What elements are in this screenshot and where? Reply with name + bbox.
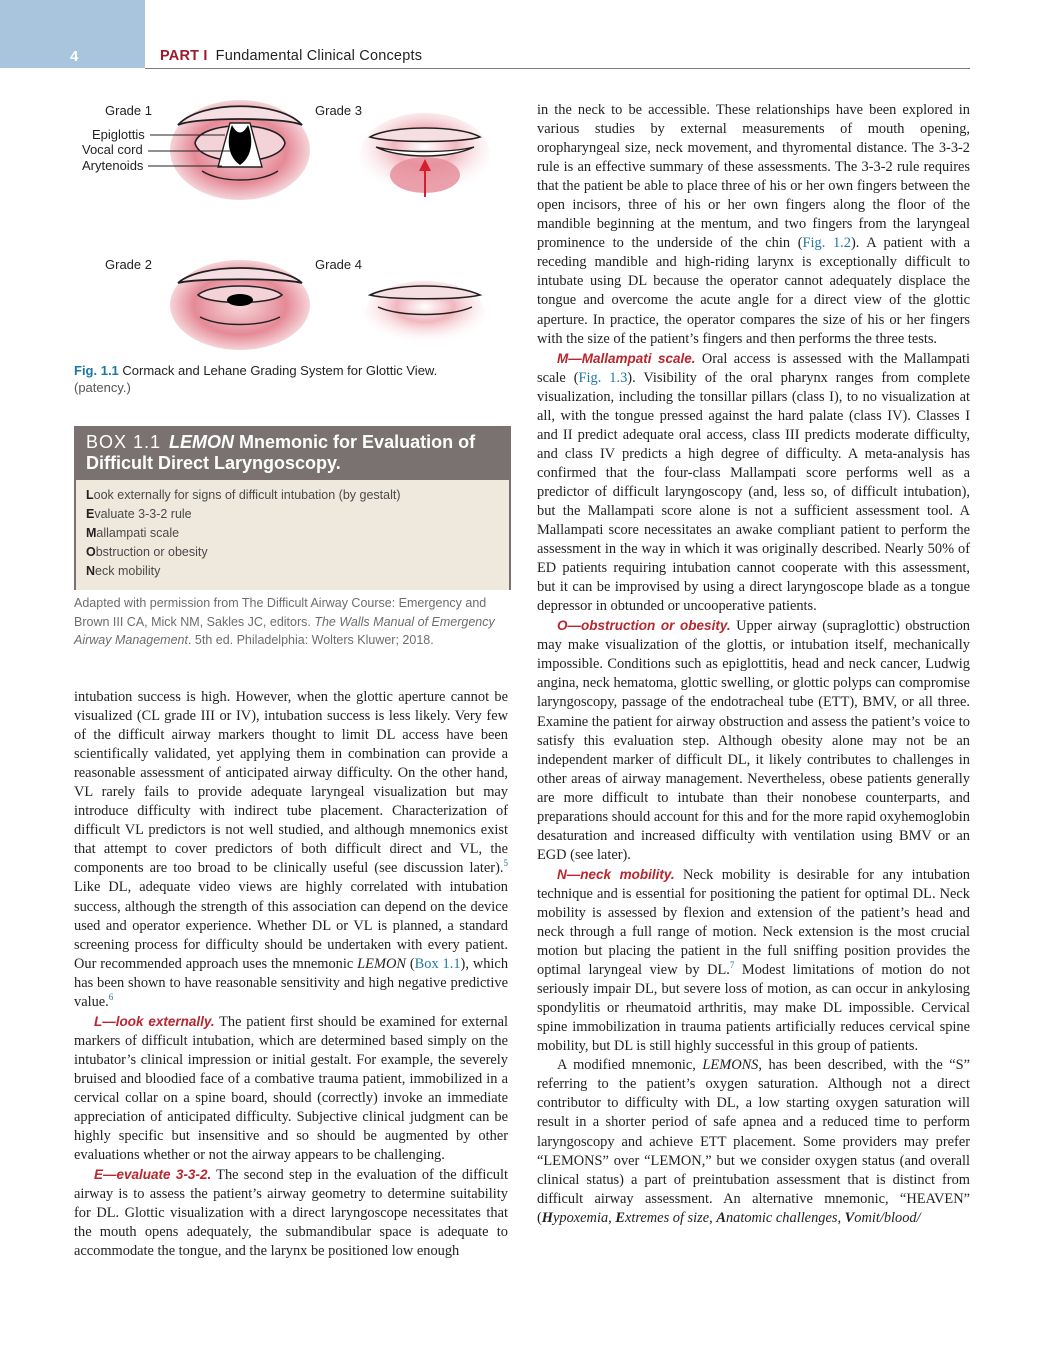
label-epiglottis: Epiglottis <box>92 127 145 142</box>
list-item: Obstruction or obesity <box>86 545 208 559</box>
label-grade1: Grade 1 <box>105 103 152 118</box>
citation-7[interactable]: 7 <box>729 960 735 971</box>
citation-5[interactable]: 5 <box>503 858 508 869</box>
paragraph: intubation success is high. However, when the glottic aperture cannot be visualized (CL grade III or IV), intubation success is less likely. Very few of the difficult airway markers thought to limit DL access have been scientifically validated, yet applying them in combination can provide a reasonable assessment of anticipated airway difficulty. On the other hand, VL rarely fails to provide adequate laryngeal visualization but may introduce difficulty with indirect tube placement. Characterization of difficult VL predictors is not well studied, and although mnemonics exist that attempt to cover predictors of both difficult direct and VL, the components are too broad to be clinically useful (see discussion later).$^5$ Like DL, adequate video views are highly correlated with intubation success, although the strength of this association can depend on the device used and operator experience. Whether DL or VL is planned, a standard screening process for difficulty should be undertaken with every patient. Our recommended approach uses the mnemonic LEMON (Box 1.1), which has been shown to have reasonable sensitivity and high negative predictive value.$^6$ <box>74 689 509 1010</box>
lead-mallampati: M—Mallampati scale. <box>557 350 696 366</box>
box-body <box>76 480 509 590</box>
label-grade3: Grade 3 <box>315 103 362 118</box>
header-rule <box>145 68 970 69</box>
box-number: BOX 1.1 <box>86 432 162 452</box>
fig-1-3-link[interactable]: Fig. 1.3 <box>578 369 628 386</box>
grade1-diagram <box>148 100 310 200</box>
lead-evaluate: E—evaluate 3-3-2. <box>94 1167 212 1183</box>
paragraph: O—obstruction or obesity. Upper airway (supraglottic) obstruction may make visualization of the glottis, or intubation itself, mechanically impossible. Conditions such as epiglottitis, head and neck cancer, Ludwig angina, neck hematoma, glottic swelling, or glottic polyps can compromise laryngoscopy, passage of the endotracheal tube (ETT), BMV, or all three. Examine the patient for airway obstruction and assess the patient’s voice to satisfy this evaluation step. Although obesity alone may not be an independent marker of difficult DL, it likely contributes to challenges in other areas of airway management. Nevertheless, obese patients generally are more difficult to intubate than their nonobese counterparts, and preparations should account for this and for the more rapid oxyhemoglobin desaturation and increased difficulty with ventilation using BMV or an EGD (see later). <box>537 618 970 863</box>
figure-glottic-grades <box>70 95 520 357</box>
list-item: Evaluate 3-3-2 rule <box>86 507 192 521</box>
page-number: 4 <box>70 48 79 65</box>
paragraph: M—Mallampati scale. Oral access is assessed with the Mallampati scale (Fig. 1.3). Visibility of the oral pharynx ranges from complete visualization, including the tonsillar pillars (class I), to no visualization at all, with the tongue pressed against the hard palate (class IV). Classes I and II predict adequate oral access, class III predicts moderate difficulty, and class IV predicts a high degree of difficulty. A meta-analysis has confirmed that the four-class Mallampati score performs well as a predictor of difficult laryngoscopy (and, less so, of difficult intubation), but the Mallampati score alone is not a sufficient assessment tool. A Mallampati score necessitates an awake compliant patient to perform the assessment in the way in which it was originally described. Nearly 50% of ED patients requiring intubation cannot cooperate with this assessment, but it can be improvised by using a direct laryngoscope blade as a tongue depressor in obtunded or uncooperative patients. <box>537 350 970 615</box>
citation-6[interactable]: 6 <box>108 991 114 1002</box>
box-title <box>76 428 509 480</box>
part-label: PART I <box>160 48 208 64</box>
right-column <box>537 101 970 1228</box>
box-link[interactable]: Box 1.1 <box>414 955 461 972</box>
caption-text: Cormack and Lehane Grading System for Glottic View. <box>118 363 438 378</box>
label-grade2: Grade 2 <box>105 257 152 272</box>
grade3-diagram <box>360 113 490 197</box>
box-source-note: Adapted with permission from The Difficult Airway Course: Emergency and Brown III CA, Mick NM, Sakles JC, editors. The Walls Manual of Emergency Airway Management. 5th ed. Philadelphia: Wolters Kluwer; 2018. <box>74 596 495 647</box>
caption-figure-number: Fig. 1.1 <box>74 363 119 378</box>
list-item: Look externally for signs of difficult intubation (by gestalt) <box>86 488 401 502</box>
lemon-list <box>86 486 499 581</box>
box-lemon <box>74 426 511 590</box>
lead-neck-mobility: N—neck mobility. <box>557 866 675 882</box>
paragraph: L—look externally. The patient first should be examined for external markers of difficult intubation, which are determined based simply on the intubator’s clinical impression or initial gestalt. For example, the severely bruised and bloodied face of a combative trauma patient, immobilized in a cervical collar on a spine board, should (correctly) invoke an immediate appreciation of anticipated difficulty. Subjective clinical judgment can be highly specific but insensitive and so should be augmented by other evaluations whether or not the airway appears to be challenging. <box>74 1013 508 1164</box>
paragraph: A modified mnemonic, LEMONS, has been described, with the “S” referring to the patient’s oxygen saturation. Although not a direct contributor to difficulty with DL, a low starting oxygen saturation will result in a shorter period of safe apnea and a reduced time to perform laryngoscopy and achieve ETT placement. Some providers may prefer “LEMONS” over “LEMON,” but we consider oxygen status (and overall clinical status) a part of preintubation assessment that is distinct from difficult airway assessment. An alternative mnemonic, “HEAVEN” (Hypoxemia, Extremes of size, Anatomic challenges, Vomit/blood/ <box>537 1057 970 1226</box>
list-item: Neck mobility <box>86 564 161 578</box>
fig-1-2-link[interactable]: Fig. 1.2 <box>802 235 851 252</box>
chapter-title: Fundamental Clinical Concepts <box>215 48 423 64</box>
grade2-diagram <box>170 260 310 350</box>
list-item: Mallampati scale <box>86 526 180 540</box>
left-column <box>74 688 508 1261</box>
label-vocal-cord: Vocal cord <box>82 142 143 157</box>
caption-subtext: (patency.) <box>74 380 131 395</box>
label-grade4: Grade 4 <box>315 257 362 272</box>
box-title-italic: LEMON <box>169 432 235 452</box>
paragraph: N—neck mobility. Neck mobility is desirable for any intubation technique and is essential for positioning the patient for optimal DL. Neck mobility is assessed by flexion and extension of the patient’s head and neck through a full range of motion. Neck extension is the most crucial motion but placing the patient in the full sniffing position provides the optimal laryngeal view by DL.$^7$ Modest limitations of motion do not seriously impair DL, but severe loss of motion, as can occur in ankylosing spondylitis or rheumatoid arthritis, may make DL impossible. Cervical spine immobilization in trauma patients artificially reduces cervical spine mobility, but DL is still highly successful in this group of patients. <box>537 866 970 1055</box>
label-arytenoids: Arytenoids <box>82 158 144 173</box>
running-header <box>160 48 422 64</box>
figure-caption <box>74 362 508 396</box>
paragraph: in the neck to be accessible. These relationships have been explored in various studies by external measurements of mouth opening, oropharyngeal size, neck movement, and thyromental distance. The 3-3-2 rule is an effective summary of these assessments. The 3-3-2 rule requires that the patient be able to place three of his or her own fingers between the open incisors, three of his or her own fingers along the floor of the mandible beginning at the mentum, and two fingers from the laryngeal prominence to the underside of the chin (Fig. 1.2). A patient with a receding mandible and high-riding larynx is exceptionally difficult to intubate using DL because the operator cannot adequately displace the tongue and overcome the acute angle for a direct view of the glottic aperture. In practice, the operator compares the size of his or her fingers with the size of the patient’s fingers and then performs the three tests. <box>537 102 971 347</box>
grade4-diagram <box>365 281 485 345</box>
lead-look-externally: L—look externally. <box>94 1013 215 1029</box>
paragraph: E—evaluate 3-3-2. The second step in the evaluation of the difficult airway is to assess the patient’s airway geometry to determine suitability for DL. Glottic visualization with a direct laryngoscope necessitates that the mouth opens adequately, the submandibular space is adequate to accommodate the tongue, and the larynx be positioned low enough <box>74 1167 508 1260</box>
box-title-rest: Mnemonic for Evaluation of Difficult Direct Laryngoscopy. <box>86 432 476 473</box>
page-tab <box>0 0 145 68</box>
lead-obstruction: O—obstruction or obesity. <box>557 618 731 634</box>
